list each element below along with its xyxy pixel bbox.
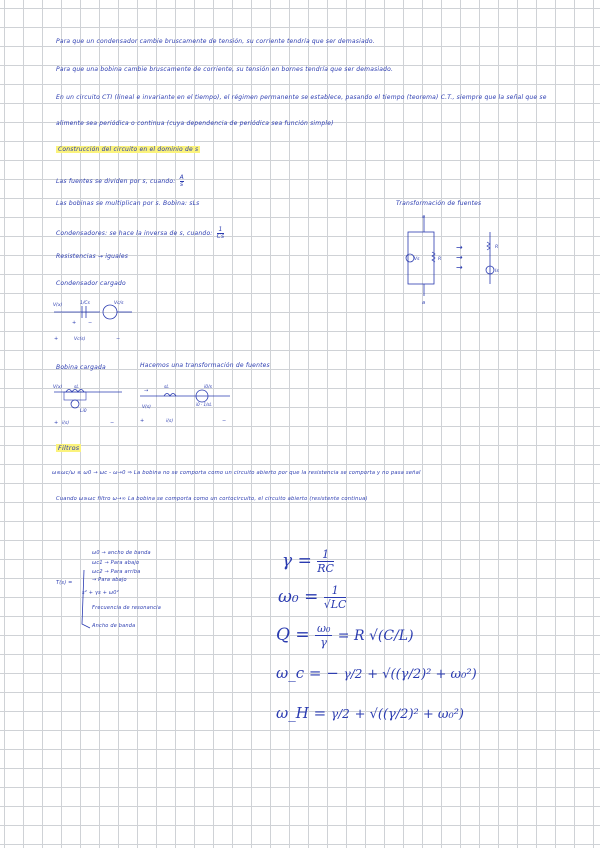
- formula-gamma-num: 1: [317, 548, 334, 562]
- formula-wh: [276, 704, 464, 722]
- formula-q: [276, 622, 414, 649]
- fraction-num: A: [179, 174, 184, 181]
- formula-wh-lhs: ω_H =: [276, 704, 327, 722]
- cap-1cs-label: 1/Cs: [80, 301, 90, 306]
- filter-eq-label: T(s) =: [56, 580, 73, 586]
- filter-note-b: ωc1 → Para abajo: [92, 560, 140, 566]
- inductor-transformed-sketch: [138, 378, 238, 428]
- tf-top-label: a: [422, 214, 426, 220]
- formula-q-rhs: = R √(C/L): [337, 628, 414, 644]
- tf-is-label: Is: [495, 269, 499, 274]
- fraction-1-cs: [217, 227, 225, 240]
- note-line-10b: Hacemos una transformación de fuentes: [140, 362, 270, 369]
- bob-li0-label: Li0: [80, 409, 87, 414]
- cap-vcs-label: Vc(s): [74, 337, 86, 342]
- filter-note-f: Ancho de banda: [92, 623, 136, 629]
- tf-vs-label: Vs: [414, 257, 420, 262]
- bob2-i-label: i(s): [166, 419, 174, 424]
- tf-r2-label: R: [495, 245, 499, 250]
- filter-bracket: [76, 570, 96, 630]
- svg-text:+: +: [54, 420, 59, 426]
- note-line-12: Cuando ω≥ωc filtro ω→∞ La bobina se comporta como un cortocircuito, el circuito abierto (resistente continua): [56, 496, 368, 502]
- formula-wh-frac: γ/2: [330, 707, 350, 721]
- formula-gamma-frac: [317, 548, 334, 575]
- bob2-sl-label: sL: [164, 385, 169, 390]
- fraction-den: s: [180, 181, 184, 188]
- heading-construccion-text: Construcción del circuito en el dominio de s: [58, 146, 199, 153]
- capacitor-charged-sketch: [52, 296, 142, 346]
- formula-w0-frac: [324, 584, 347, 611]
- filter-note-d: → Para abajo: [92, 577, 127, 583]
- note-line-5-text: Las fuentes se dividen por s, cuando:: [56, 178, 176, 185]
- formula-w0-den: √LC: [323, 598, 347, 611]
- note-line-4: alimente sea periódica o continua (cuya dependencia de periódica sea función simple): [56, 120, 334, 127]
- formula-wc-lhs: ω_c = −: [276, 664, 339, 682]
- heading-construccion: [56, 146, 200, 153]
- svg-text:−: −: [222, 418, 227, 424]
- svg-text:→: →: [456, 243, 463, 252]
- formula-wh-rhs: + √((γ/2)² + ω₀²): [354, 707, 464, 722]
- note-line-8: Resistencias → iguales: [56, 253, 129, 260]
- svg-text:−: −: [110, 420, 115, 426]
- svg-text:→: →: [456, 263, 463, 272]
- svg-text:−: −: [88, 320, 93, 326]
- bob2-src-label: i0/s: [204, 385, 212, 390]
- note-line-7: [56, 227, 224, 240]
- transform-title: Transformación de fuentes: [396, 200, 482, 207]
- formula-q-lhs: Q =: [276, 625, 310, 645]
- formula-w0-num: 1: [324, 584, 347, 598]
- formula-wc-rhs: + √((γ/2)² + ω₀²): [367, 667, 477, 682]
- note-line-2: Para que una bobina cambie bruscamente de corriente, su tensión en bornes tendría que ser demasiado.: [56, 66, 394, 73]
- formula-gamma: [282, 548, 334, 575]
- bob-vx-label: V(x): [53, 385, 63, 390]
- cap-vc0-label: Vc/s: [114, 301, 124, 306]
- bob-sl-label: sL: [74, 385, 79, 390]
- formula-wc: [276, 664, 477, 682]
- filter-note-a: ω0 → ancho de banda: [92, 550, 151, 556]
- note-line-3: En un circuito CTI (lineal e invariante en el tiempo), el régimen permanente se establece, pasando el tiempo (teorema) C.T., siempre que la señal que se: [56, 94, 547, 101]
- heading-filtros: [56, 444, 81, 452]
- svg-text:+: +: [72, 320, 77, 326]
- inductor-charged-sketch: [52, 380, 132, 430]
- note-line-7-text: Condensadores: se hace la inversa de s, cuando:: [56, 230, 213, 237]
- note-line-11: ω≤ωc/ω ≤ ω0 → ωc - ω→0 ⇒ La bobina no se comporta como un circuito abierto por que la resistencia se comporta y no pasa señal: [52, 470, 421, 476]
- svg-text:+: +: [54, 336, 59, 342]
- cap-vx-label: V(x): [53, 303, 63, 308]
- svg-text:→: →: [456, 253, 463, 262]
- svg-text:−: −: [116, 336, 121, 342]
- svg-text:+: +: [140, 418, 145, 424]
- heading-filtros-text: Filtros: [58, 444, 80, 452]
- note-line-9: Condensador cargado: [56, 280, 126, 287]
- formula-w0-lhs: ω₀ =: [278, 587, 319, 607]
- tf-bottom-label: a: [422, 300, 426, 306]
- filter-denominator: s² + γs + ω0²: [82, 590, 119, 596]
- note-line-6: Las bobinas se multiplican por s. Bobina: sLs: [56, 200, 200, 207]
- svg-text:→: →: [144, 388, 149, 394]
- note-line-10: Bobina cargada: [56, 364, 106, 371]
- formula-gamma-den: RC: [317, 562, 334, 575]
- formula-w0: [278, 584, 346, 611]
- formula-q-frac: [315, 622, 332, 649]
- formula-wc-frac: γ/2: [343, 667, 363, 681]
- fraction-a-s: [180, 175, 184, 188]
- note-line-1: Para que un condensador cambie bruscamente de tensión, su corriente tendría que ser demasiado.: [56, 38, 375, 45]
- formula-q-num: ω₀: [317, 622, 331, 635]
- bob2-vs-label: V(s): [142, 405, 151, 410]
- source-transformation-diagram: [400, 212, 510, 312]
- fraction-den: Cs: [216, 233, 225, 240]
- fraction-num: 1: [218, 226, 223, 233]
- note-line-5: [56, 175, 184, 188]
- tf-r-label: R: [438, 257, 442, 262]
- filter-note-c: ωc2 → Para arriba: [92, 569, 141, 575]
- bob-i-label: i(s): [62, 421, 70, 426]
- formula-gamma-lhs: γ =: [282, 551, 312, 571]
- filter-note-e: Frecuencia de resonancia: [92, 605, 162, 611]
- bob2-frac-label: i0 · 1/sL: [196, 402, 212, 407]
- formula-q-den: γ: [320, 636, 327, 649]
